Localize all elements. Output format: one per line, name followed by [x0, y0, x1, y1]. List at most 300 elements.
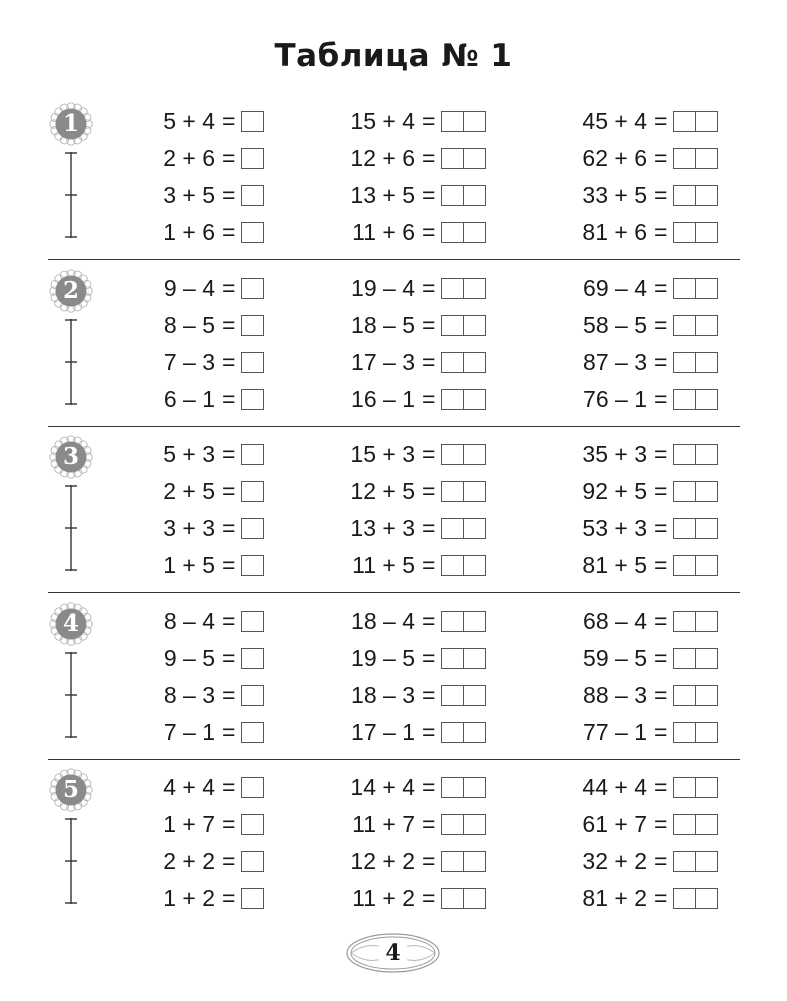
equation-expression: 88 – 3 [583, 682, 647, 708]
section-number-badge [49, 269, 93, 313]
answer-box[interactable] [441, 648, 486, 669]
answer-cell[interactable] [463, 723, 485, 742]
answer-box[interactable] [441, 685, 486, 706]
answer-cell[interactable] [695, 778, 717, 797]
equals-sign: = [222, 719, 236, 745]
answer-cell[interactable] [674, 482, 695, 501]
equals-sign: = [222, 811, 236, 837]
answer-cell[interactable] [442, 186, 463, 205]
answer-cell[interactable] [442, 279, 463, 298]
answer-box[interactable] [673, 389, 718, 410]
answer-cell[interactable] [242, 889, 263, 908]
equals-sign: = [222, 885, 236, 911]
answer-box[interactable] [673, 315, 718, 336]
equation-expression: 44 + 4 [582, 774, 647, 800]
answer-box[interactable] [241, 814, 264, 835]
answer-cell[interactable] [695, 519, 717, 538]
answer-box[interactable] [441, 315, 486, 336]
answer-cell[interactable] [442, 519, 463, 538]
equation-row [520, 310, 718, 340]
equation-expression: 18 – 3 [351, 682, 415, 708]
answer-box[interactable] [241, 315, 264, 336]
answer-cell[interactable] [695, 723, 717, 742]
answer-box[interactable] [241, 222, 264, 243]
equals-sign: = [222, 108, 236, 134]
equation-expression: 12 + 6 [350, 145, 415, 171]
equals-sign: = [654, 552, 668, 578]
equation-row [103, 513, 264, 543]
answer-box[interactable] [441, 611, 486, 632]
answer-cell[interactable] [695, 149, 717, 168]
page-number-badge [343, 930, 443, 976]
equation-expression: 12 + 5 [350, 478, 415, 504]
answer-box[interactable] [241, 888, 264, 909]
equation-row [103, 809, 264, 839]
equation-row [303, 106, 486, 136]
answer-cell[interactable] [674, 279, 695, 298]
equation-row [303, 809, 486, 839]
exercise-section-2 [0, 267, 787, 433]
equals-sign: = [654, 349, 668, 375]
answer-cell[interactable] [695, 482, 717, 501]
answer-cell[interactable] [674, 519, 695, 538]
answer-box[interactable] [673, 555, 718, 576]
answer-box[interactable] [441, 481, 486, 502]
answer-box[interactable] [441, 555, 486, 576]
equation-row [303, 180, 486, 210]
answer-cell[interactable] [695, 649, 717, 668]
equation-row [103, 883, 264, 913]
answer-cell[interactable] [695, 390, 717, 409]
section-number-badge [49, 435, 93, 479]
section-divider [48, 426, 740, 427]
answer-box[interactable] [441, 185, 486, 206]
equals-sign: = [654, 441, 668, 467]
answer-box[interactable] [241, 851, 264, 872]
answer-cell[interactable] [674, 112, 695, 131]
answer-cell[interactable] [463, 223, 485, 242]
answer-cell[interactable] [242, 149, 263, 168]
answer-box[interactable] [241, 518, 264, 539]
answer-box[interactable] [241, 185, 264, 206]
answer-cell[interactable] [695, 889, 717, 908]
answer-cell[interactable] [242, 519, 263, 538]
exercise-section-3 [0, 433, 787, 599]
equation-expression: 53 + 3 [582, 515, 647, 541]
answer-cell[interactable] [242, 778, 263, 797]
equals-sign: = [222, 848, 236, 874]
equation-row [520, 772, 718, 802]
answer-cell[interactable] [674, 852, 695, 871]
equals-sign: = [222, 552, 236, 578]
equation-expression: 62 + 6 [582, 145, 647, 171]
equals-sign: = [654, 219, 668, 245]
answer-cell[interactable] [442, 223, 463, 242]
answer-cell[interactable] [674, 686, 695, 705]
equals-sign: = [222, 349, 236, 375]
answer-box[interactable] [241, 722, 264, 743]
equation-expression: 2 + 5 [163, 478, 215, 504]
equals-sign: = [654, 182, 668, 208]
answer-cell[interactable] [442, 556, 463, 575]
equation-expression: 7 – 3 [163, 349, 215, 375]
exercise-section-4 [0, 600, 787, 766]
answer-cell[interactable] [463, 482, 485, 501]
answer-cell[interactable] [242, 353, 263, 372]
equation-row [303, 513, 486, 543]
equation-row [103, 180, 264, 210]
answer-cell[interactable] [695, 612, 717, 631]
answer-box[interactable] [441, 148, 486, 169]
answer-cell[interactable] [442, 649, 463, 668]
equals-sign: = [422, 275, 436, 301]
section-divider [48, 259, 740, 260]
equation-expression: 59 – 5 [583, 645, 647, 671]
answer-cell[interactable] [442, 686, 463, 705]
equation-row [103, 347, 264, 377]
equation-expression: 9 – 5 [163, 645, 215, 671]
equation-expression: 33 + 5 [582, 182, 647, 208]
equals-sign: = [422, 885, 436, 911]
answer-box[interactable] [673, 444, 718, 465]
answer-cell[interactable] [463, 686, 485, 705]
answer-cell[interactable] [242, 612, 263, 631]
equation-expression: 11 + 2 [352, 885, 415, 911]
equals-sign: = [654, 848, 668, 874]
equals-sign: = [654, 774, 668, 800]
page-number: 4 [385, 940, 401, 966]
equation-row [520, 347, 718, 377]
equation-expression: 13 + 3 [350, 515, 415, 541]
answer-cell[interactable] [463, 316, 485, 335]
answer-cell[interactable] [442, 445, 463, 464]
answer-box[interactable] [673, 685, 718, 706]
answer-cell[interactable] [442, 852, 463, 871]
equation-expression: 76 – 1 [583, 386, 647, 412]
answer-box[interactable] [673, 148, 718, 169]
answer-cell[interactable] [674, 612, 695, 631]
answer-cell[interactable] [695, 186, 717, 205]
answer-cell[interactable] [463, 889, 485, 908]
equation-row [303, 606, 486, 636]
equation-expression: 69 – 4 [583, 275, 647, 301]
equals-sign: = [654, 275, 668, 301]
equation-row [103, 680, 264, 710]
answer-cell[interactable] [242, 852, 263, 871]
answer-cell[interactable] [242, 186, 263, 205]
answer-cell[interactable] [695, 445, 717, 464]
answer-cell[interactable] [242, 556, 263, 575]
answer-cell[interactable] [674, 889, 695, 908]
equals-sign: = [422, 182, 436, 208]
answer-cell[interactable] [695, 223, 717, 242]
answer-cell[interactable] [695, 279, 717, 298]
answer-box[interactable] [441, 814, 486, 835]
equation-row [103, 476, 264, 506]
answer-box[interactable] [673, 222, 718, 243]
answer-cell[interactable] [674, 445, 695, 464]
answer-box[interactable] [673, 518, 718, 539]
answer-cell[interactable] [695, 556, 717, 575]
equals-sign: = [422, 515, 436, 541]
equation-row [520, 217, 718, 247]
answer-cell[interactable] [242, 445, 263, 464]
equals-sign: = [422, 478, 436, 504]
answer-cell[interactable] [242, 390, 263, 409]
answer-box[interactable] [673, 185, 718, 206]
answer-cell[interactable] [463, 279, 485, 298]
equals-sign: = [222, 608, 236, 634]
answer-cell[interactable] [242, 482, 263, 501]
answer-cell[interactable] [242, 815, 263, 834]
answer-box[interactable] [673, 777, 718, 798]
equation-row [303, 143, 486, 173]
answer-cell[interactable] [674, 390, 695, 409]
answer-cell[interactable] [442, 778, 463, 797]
equals-sign: = [422, 219, 436, 245]
equals-sign: = [654, 145, 668, 171]
answer-cell[interactable] [242, 649, 263, 668]
answer-box[interactable] [241, 555, 264, 576]
section-divider [48, 592, 740, 593]
equation-expression: 15 + 4 [350, 108, 415, 134]
equals-sign: = [422, 441, 436, 467]
answer-box[interactable] [441, 222, 486, 243]
equation-row [303, 680, 486, 710]
equation-row [103, 217, 264, 247]
equation-row [520, 809, 718, 839]
answer-box[interactable] [441, 722, 486, 743]
answer-cell[interactable] [463, 112, 485, 131]
equals-sign: = [422, 108, 436, 134]
equation-expression: 1 + 2 [163, 885, 215, 911]
answer-cell[interactable] [674, 723, 695, 742]
answer-cell[interactable] [674, 186, 695, 205]
answer-cell[interactable] [463, 852, 485, 871]
answer-box[interactable] [241, 481, 264, 502]
answer-cell[interactable] [442, 612, 463, 631]
equals-sign: = [222, 478, 236, 504]
equation-expression: 6 – 1 [163, 386, 215, 412]
answer-box[interactable] [441, 111, 486, 132]
answer-box[interactable] [241, 611, 264, 632]
answer-box[interactable] [673, 111, 718, 132]
page-title: Таблица № 1 [274, 38, 513, 74]
equals-sign: = [422, 608, 436, 634]
answer-cell[interactable] [242, 723, 263, 742]
equation-row [103, 606, 264, 636]
answer-cell[interactable] [463, 353, 485, 372]
section-number: 5 [62, 776, 79, 803]
answer-cell[interactable] [463, 649, 485, 668]
equation-row [520, 846, 718, 876]
equals-sign: = [422, 349, 436, 375]
equation-row [520, 180, 718, 210]
equals-sign: = [222, 441, 236, 467]
answer-cell[interactable] [463, 556, 485, 575]
equals-sign: = [654, 608, 668, 634]
equals-sign: = [222, 275, 236, 301]
answer-cell[interactable] [674, 149, 695, 168]
answer-cell[interactable] [442, 889, 463, 908]
equation-expression: 15 + 3 [350, 441, 415, 467]
answer-cell[interactable] [463, 778, 485, 797]
answer-box[interactable] [673, 814, 718, 835]
equation-row [520, 384, 718, 414]
equation-row [520, 106, 718, 136]
equation-expression: 19 – 5 [351, 645, 415, 671]
equation-row [520, 476, 718, 506]
equation-expression: 35 + 3 [582, 441, 647, 467]
equation-expression: 11 + 5 [352, 552, 415, 578]
equals-sign: = [654, 386, 668, 412]
answer-box[interactable] [673, 888, 718, 909]
answer-box[interactable] [441, 278, 486, 299]
equals-sign: = [654, 312, 668, 338]
equals-sign: = [654, 719, 668, 745]
equation-expression: 1 + 5 [163, 552, 215, 578]
equation-expression: 13 + 5 [350, 182, 415, 208]
answer-cell[interactable] [242, 279, 263, 298]
answer-box[interactable] [673, 722, 718, 743]
equation-expression: 1 + 7 [163, 811, 215, 837]
exercise-section-1 [0, 100, 787, 266]
answer-box[interactable] [241, 777, 264, 798]
equation-expression: 3 + 5 [163, 182, 215, 208]
answer-cell[interactable] [674, 649, 695, 668]
section-number: 1 [62, 110, 79, 137]
answer-box[interactable] [241, 685, 264, 706]
answer-box[interactable] [241, 352, 264, 373]
answer-cell[interactable] [463, 186, 485, 205]
answer-cell[interactable] [242, 686, 263, 705]
answer-box[interactable] [673, 278, 718, 299]
answer-cell[interactable] [463, 445, 485, 464]
equation-row [103, 772, 264, 802]
answer-cell[interactable] [463, 149, 485, 168]
equation-expression: 19 – 4 [351, 275, 415, 301]
equation-row [303, 476, 486, 506]
equation-expression: 5 + 4 [163, 108, 215, 134]
answer-cell[interactable] [442, 316, 463, 335]
equation-expression: 3 + 3 [163, 515, 215, 541]
answer-cell[interactable] [695, 686, 717, 705]
equation-row [520, 643, 718, 673]
equation-expression: 68 – 4 [583, 608, 647, 634]
answer-box[interactable] [441, 777, 486, 798]
equals-sign: = [654, 515, 668, 541]
answer-box[interactable] [673, 352, 718, 373]
answer-cell[interactable] [463, 390, 485, 409]
equation-expression: 2 + 2 [163, 848, 215, 874]
equation-row [103, 384, 264, 414]
answer-box[interactable] [241, 444, 264, 465]
equation-row [303, 273, 486, 303]
answer-box[interactable] [241, 278, 264, 299]
answer-cell[interactable] [695, 112, 717, 131]
equation-expression: 58 – 5 [583, 312, 647, 338]
answer-cell[interactable] [674, 815, 695, 834]
equation-expression: 18 – 4 [351, 608, 415, 634]
equals-sign: = [222, 145, 236, 171]
answer-box[interactable] [441, 389, 486, 410]
answer-box[interactable] [241, 389, 264, 410]
answer-cell[interactable] [674, 223, 695, 242]
answer-cell[interactable] [674, 353, 695, 372]
answer-box[interactable] [241, 648, 264, 669]
section-divider [48, 759, 740, 760]
answer-cell[interactable] [695, 852, 717, 871]
equation-row [303, 772, 486, 802]
equation-row [103, 643, 264, 673]
equation-expression: 81 + 6 [582, 219, 647, 245]
equation-row [520, 606, 718, 636]
equation-row [303, 347, 486, 377]
answer-box[interactable] [673, 611, 718, 632]
answer-cell[interactable] [442, 390, 463, 409]
answer-cell[interactable] [695, 316, 717, 335]
answer-box[interactable] [673, 648, 718, 669]
answer-cell[interactable] [674, 778, 695, 797]
answer-cell[interactable] [674, 556, 695, 575]
equation-row [103, 106, 264, 136]
answer-box[interactable] [673, 851, 718, 872]
answer-cell[interactable] [463, 815, 485, 834]
answer-box[interactable] [441, 444, 486, 465]
answer-cell[interactable] [242, 112, 263, 131]
answer-cell[interactable] [695, 815, 717, 834]
equation-expression: 18 – 5 [351, 312, 415, 338]
answer-box[interactable] [673, 481, 718, 502]
answer-cell[interactable] [442, 815, 463, 834]
equation-row [520, 143, 718, 173]
section-number-badge [49, 602, 93, 646]
answer-cell[interactable] [242, 223, 263, 242]
answer-cell[interactable] [442, 149, 463, 168]
answer-cell[interactable] [674, 316, 695, 335]
answer-cell[interactable] [442, 112, 463, 131]
equals-sign: = [222, 682, 236, 708]
answer-box[interactable] [441, 518, 486, 539]
equation-expression: 92 + 5 [582, 478, 647, 504]
answer-box[interactable] [441, 888, 486, 909]
equals-sign: = [222, 774, 236, 800]
answer-cell[interactable] [463, 612, 485, 631]
equals-sign: = [654, 478, 668, 504]
answer-cell[interactable] [442, 353, 463, 372]
equation-expression: 8 – 5 [163, 312, 215, 338]
equation-expression: 1 + 6 [163, 219, 215, 245]
answer-box[interactable] [241, 148, 264, 169]
answer-cell[interactable] [442, 482, 463, 501]
answer-cell[interactable] [442, 723, 463, 742]
answer-cell[interactable] [463, 519, 485, 538]
section-number: 3 [62, 443, 79, 470]
answer-cell[interactable] [242, 316, 263, 335]
equation-row [303, 439, 486, 469]
equation-row [520, 550, 718, 580]
answer-box[interactable] [441, 851, 486, 872]
equation-row [103, 310, 264, 340]
equation-expression: 81 + 2 [582, 885, 647, 911]
equals-sign: = [654, 108, 668, 134]
answer-cell[interactable] [695, 353, 717, 372]
equation-expression: 61 + 7 [582, 811, 647, 837]
answer-box[interactable] [441, 352, 486, 373]
answer-box[interactable] [241, 111, 264, 132]
equation-expression: 4 + 4 [163, 774, 215, 800]
equals-sign: = [422, 386, 436, 412]
